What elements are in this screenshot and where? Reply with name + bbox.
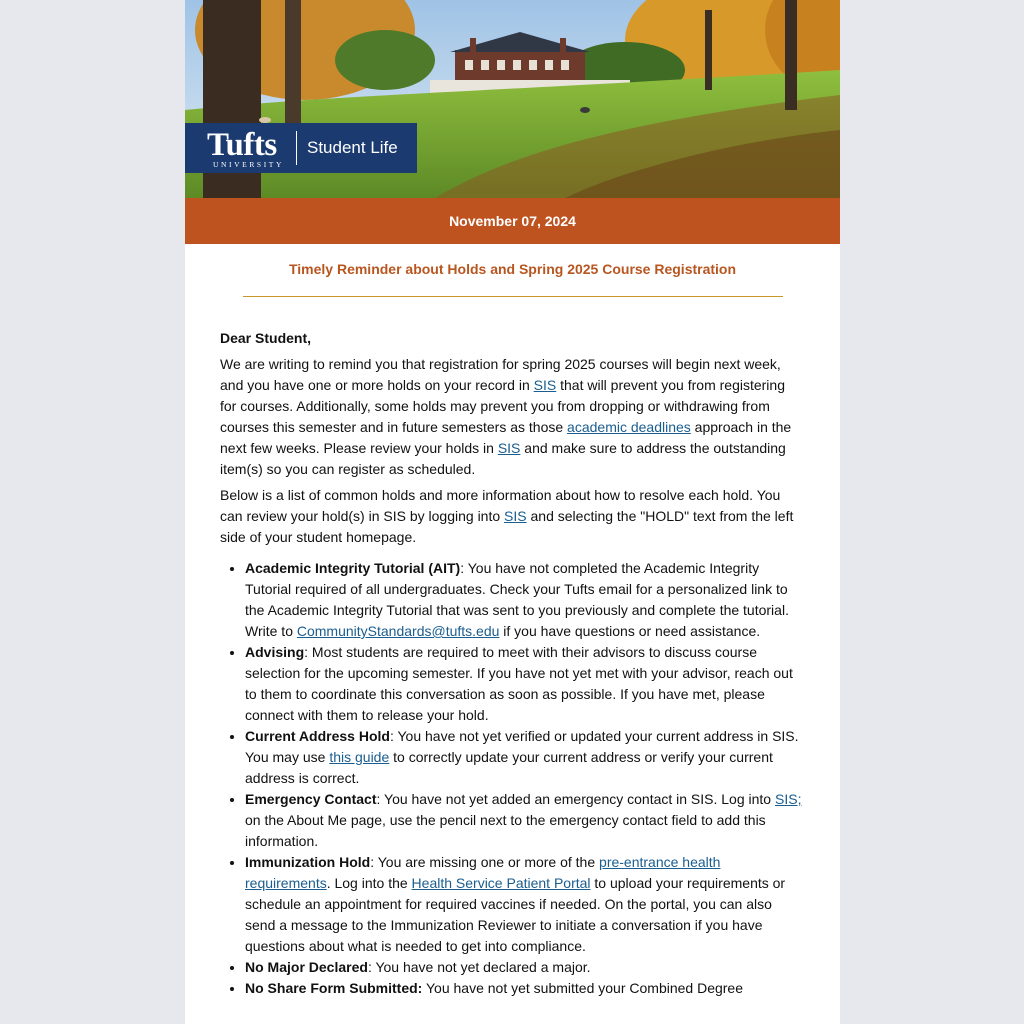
hold-title: No Major Declared <box>245 959 368 975</box>
hold-item-no-major <box>245 957 805 978</box>
sis-link[interactable]: SIS <box>497 440 521 456</box>
text: : You have not yet verified or updated your current address in SIS. You may use <box>245 728 799 765</box>
text: Below is a list of common holds and more information about how to resolve each hold. You can review your hold(s) in SIS by logging into <box>220 487 781 524</box>
address-guide-link[interactable]: this guide <box>329 749 390 765</box>
text: if you have questions or need assistance. <box>499 623 761 639</box>
text: . Log into the <box>326 875 412 891</box>
text: : You have not yet added an emergency contact in SIS. Log into <box>376 791 775 807</box>
hold-item-emergency-contact <box>245 789 805 852</box>
text: : You have not completed the Academic Integrity Tutorial required of all undergraduates. Check your Tufts email for a personalized link to the Academic Integrity Tutorial that was sent to you previously and complete the tutorial. Write to <box>245 560 789 639</box>
tufts-student-life-logo[interactable] <box>185 123 417 173</box>
academic-deadlines-link[interactable]: academic deadlines <box>567 419 691 435</box>
text: You have not yet submitted your Combined Degree <box>422 980 744 996</box>
hold-title: Academic Integrity Tutorial (AIT) <box>245 560 461 576</box>
date-banner: November 07, 2024 <box>185 198 840 244</box>
email-content <box>185 297 840 999</box>
text: and selecting the "HOLD" text from the left side of your student homepage. <box>220 508 794 545</box>
holds-list <box>220 558 805 999</box>
text: We are writing to remind you that registration for spring 2025 courses will begin next week, and you have one or more holds on your record in <box>220 356 781 393</box>
hold-title: No Share Form Submitted: <box>245 980 423 996</box>
sis-link[interactable]: SIS; <box>775 791 802 807</box>
logo-wordmark: Tufts <box>207 127 277 163</box>
hold-title: Immunization Hold <box>245 854 371 870</box>
hold-item-ait <box>245 558 805 642</box>
hold-item-immunization <box>245 852 805 957</box>
intro-paragraph-1 <box>220 354 805 480</box>
logo-unit-name: Student Life <box>307 138 398 157</box>
hold-item-share-form <box>245 978 805 999</box>
sis-link[interactable]: SIS <box>504 508 527 524</box>
logo-divider <box>296 131 297 165</box>
text: approach in the next few weeks. Please review your holds in <box>220 419 792 456</box>
logo-subtitle: UNIVERSITY <box>213 160 284 169</box>
greeting: Dear Student, <box>220 330 312 346</box>
email-headline: Timely Reminder about Holds and Spring 2025 Course Registration <box>288 261 737 277</box>
text: : You have not yet declared a major. <box>367 959 591 975</box>
text: : You are missing one or more of the <box>370 854 600 870</box>
hold-title: Advising <box>245 644 305 660</box>
text: to correctly update your current address or verify your current address is correct. <box>245 749 773 786</box>
text: on the About Me page, use the pencil next to the emergency contact field to add this information. <box>245 812 766 849</box>
community-standards-email-link[interactable]: CommunityStandards@tufts.edu <box>296 623 500 639</box>
intro-paragraph-2 <box>220 485 805 548</box>
email-body <box>185 0 840 1024</box>
text: to upload your requirements or schedule an appointment for required vaccines if needed. On the portal, you can also send a message to the Immunization Reviewer to initiate a conversation if you have questions about what is needed to get into compliance. <box>245 875 786 954</box>
header-banner <box>185 0 840 198</box>
text: that will prevent you from registering for courses. Additionally, some holds may prevent you from dropping or withdrawing from courses this semester and in future semesters as those <box>220 377 785 435</box>
health-requirements-link[interactable]: pre-entrance health requirements <box>245 854 721 891</box>
hold-item-current-address <box>245 726 805 789</box>
hold-title: Emergency Contact <box>245 791 377 807</box>
patient-portal-link[interactable]: Health Service Patient Portal <box>411 875 591 891</box>
text: and make sure to address the outstanding item(s) so you can register as scheduled. <box>220 440 786 477</box>
hold-item-advising <box>245 642 805 726</box>
sis-link[interactable]: SIS <box>533 377 557 393</box>
text: : Most students are required to meet with their advisors to discuss course selection for the upcoming semester. If you have not yet met with your advisor, reach out to them to coordinate this conversation as soon as possible. If you have met, please connect with them to release your hold. <box>245 644 793 723</box>
hold-title: Current Address Hold <box>245 728 390 744</box>
